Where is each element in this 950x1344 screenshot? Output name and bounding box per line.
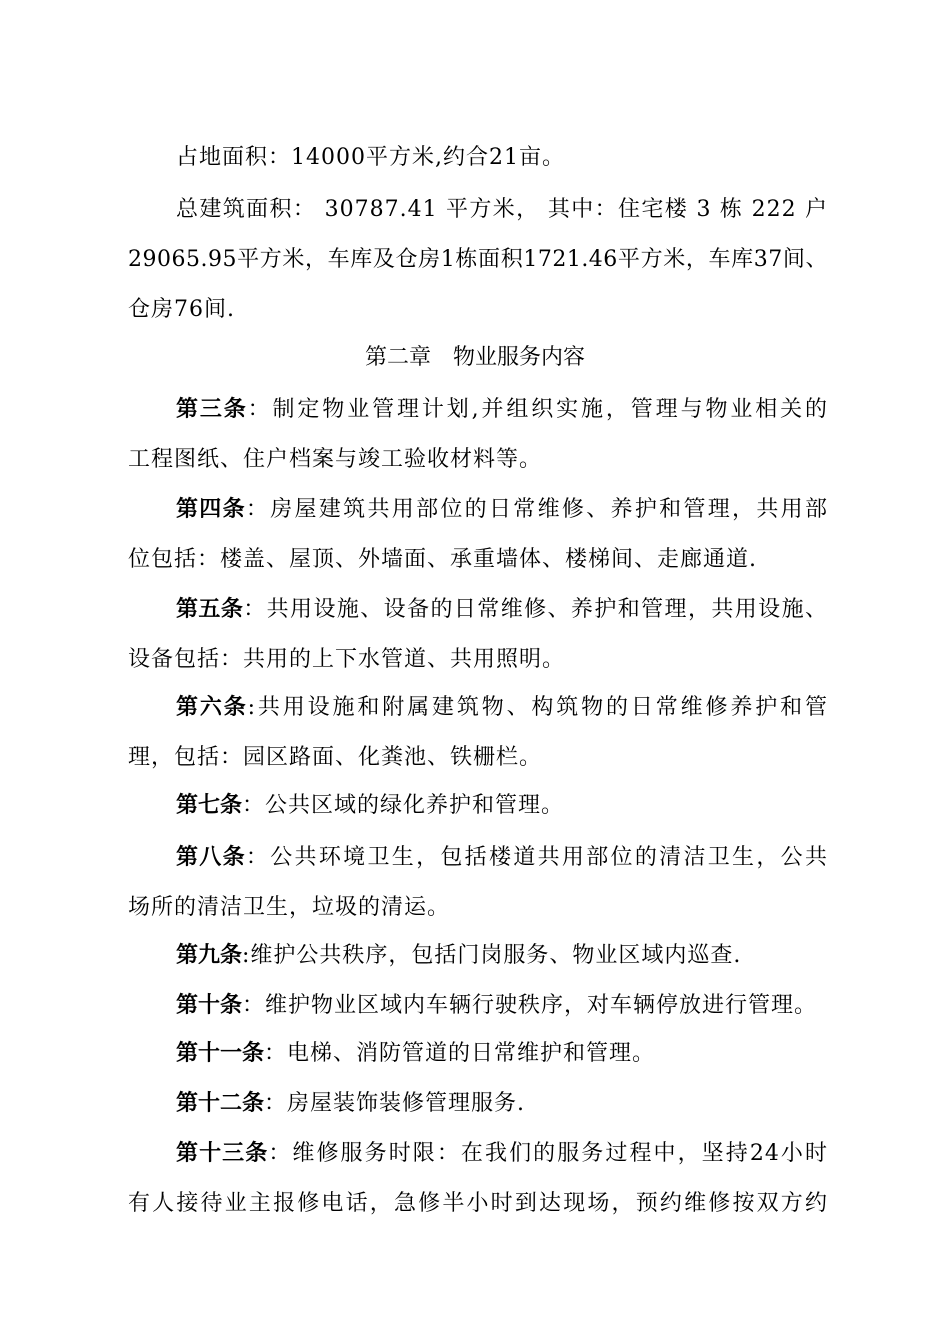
article-12-text-1: ：房屋装饰装修管理服务.: [264, 1091, 526, 1116]
article-11-line-1: [176, 1040, 828, 1068]
article-4-text-1: ：房屋建筑共用部位的日常维修、养护和管理，共用部: [245, 497, 828, 522]
paragraph-land-area: 占地面积：14000平方米,约合21亩。: [176, 145, 565, 170]
article-4-line-2: 位包括：楼盖、屋顶、外墙面、承重墙体、楼梯间、走廊通道.: [128, 547, 757, 572]
article-13-text-1: ：维修服务时限：在我们的服务过程中，坚持24小时: [268, 1141, 828, 1166]
article-13-label: 第十三条: [176, 1141, 269, 1166]
article-7-line-1: [176, 792, 828, 820]
article-8-line-2: 场所的清洁卫生，垃圾的清运。: [128, 895, 451, 920]
article-10-line-1: [176, 992, 828, 1020]
article-11-label: 第十一条: [176, 1041, 265, 1066]
article-6-line-1: [176, 694, 828, 722]
article-9-line-1: [176, 942, 828, 970]
article-4-line-1: [176, 496, 828, 524]
article-8-line-1: [176, 844, 828, 872]
article-6-line-2: 理，包括：园区路面、化粪池、铁栅栏。: [128, 745, 543, 770]
article-3-text-1: ：制定物业管理计划,并组织实施，管理与物业相关的: [247, 397, 828, 422]
article-7-label: 第七条: [176, 793, 243, 818]
article-6-label: 第六条: [176, 695, 248, 720]
article-5-label: 第五条: [176, 597, 244, 622]
article-13-line-1: [176, 1140, 828, 1168]
article-10-text-1: ：维护物业区域内车辆行驶秩序，对车辆停放进行管理。: [242, 993, 818, 1018]
article-13-line-2: 有人接待业主报修电话，急修半小时到达现场，预约维修按双方约: [128, 1191, 828, 1216]
article-12-line-1: [176, 1090, 828, 1118]
article-5-text-1: ：共用设施、设备的日常维修、养护和管理，共用设施、: [243, 597, 828, 622]
chapter-heading: 第二章 物业服务内容: [364, 345, 585, 370]
article-8-label: 第八条: [176, 845, 246, 870]
article-3-line-2: 工程图纸、住户档案与竣工验收材料等。: [128, 447, 543, 472]
article-8-text-1: ：公共环境卫生，包括楼道共用部位的清洁卫生，公共: [245, 845, 828, 870]
article-7-text-1: ：公共区域的绿化养护和管理。: [242, 793, 565, 818]
article-5-line-1: [176, 596, 828, 624]
article-9-text-1: :维护公共秩序，包括门岗服务、物业区域内巡查.: [242, 943, 742, 968]
paragraph-building-area-line-1: 总建筑面积： 30787.41 平方米， 其中：住宅楼 3 栋 222 户: [176, 197, 828, 222]
paragraph-building-area-line-2: 29065.95平方米，车库及仓房1栋面积1721.46平方米，车库37间、: [128, 247, 828, 272]
article-3-label: 第三条: [176, 397, 248, 422]
article-12-label: 第十二条: [176, 1091, 265, 1116]
article-9-label: 第九条: [176, 943, 243, 968]
article-6-text-1: :共用设施和附属建筑物、构筑物的日常维修养护和管: [247, 695, 828, 720]
article-5-line-2: 设备包括：共用的上下水管道、共用照明。: [128, 647, 566, 672]
paragraph-building-area-line-3: 仓房76间.: [128, 297, 235, 322]
article-4-label: 第四条: [176, 497, 246, 522]
article-11-text-1: ：电梯、消防管道的日常维护和管理。: [264, 1041, 656, 1066]
article-10-label: 第十条: [176, 993, 243, 1018]
article-3-line-1: [176, 396, 828, 424]
